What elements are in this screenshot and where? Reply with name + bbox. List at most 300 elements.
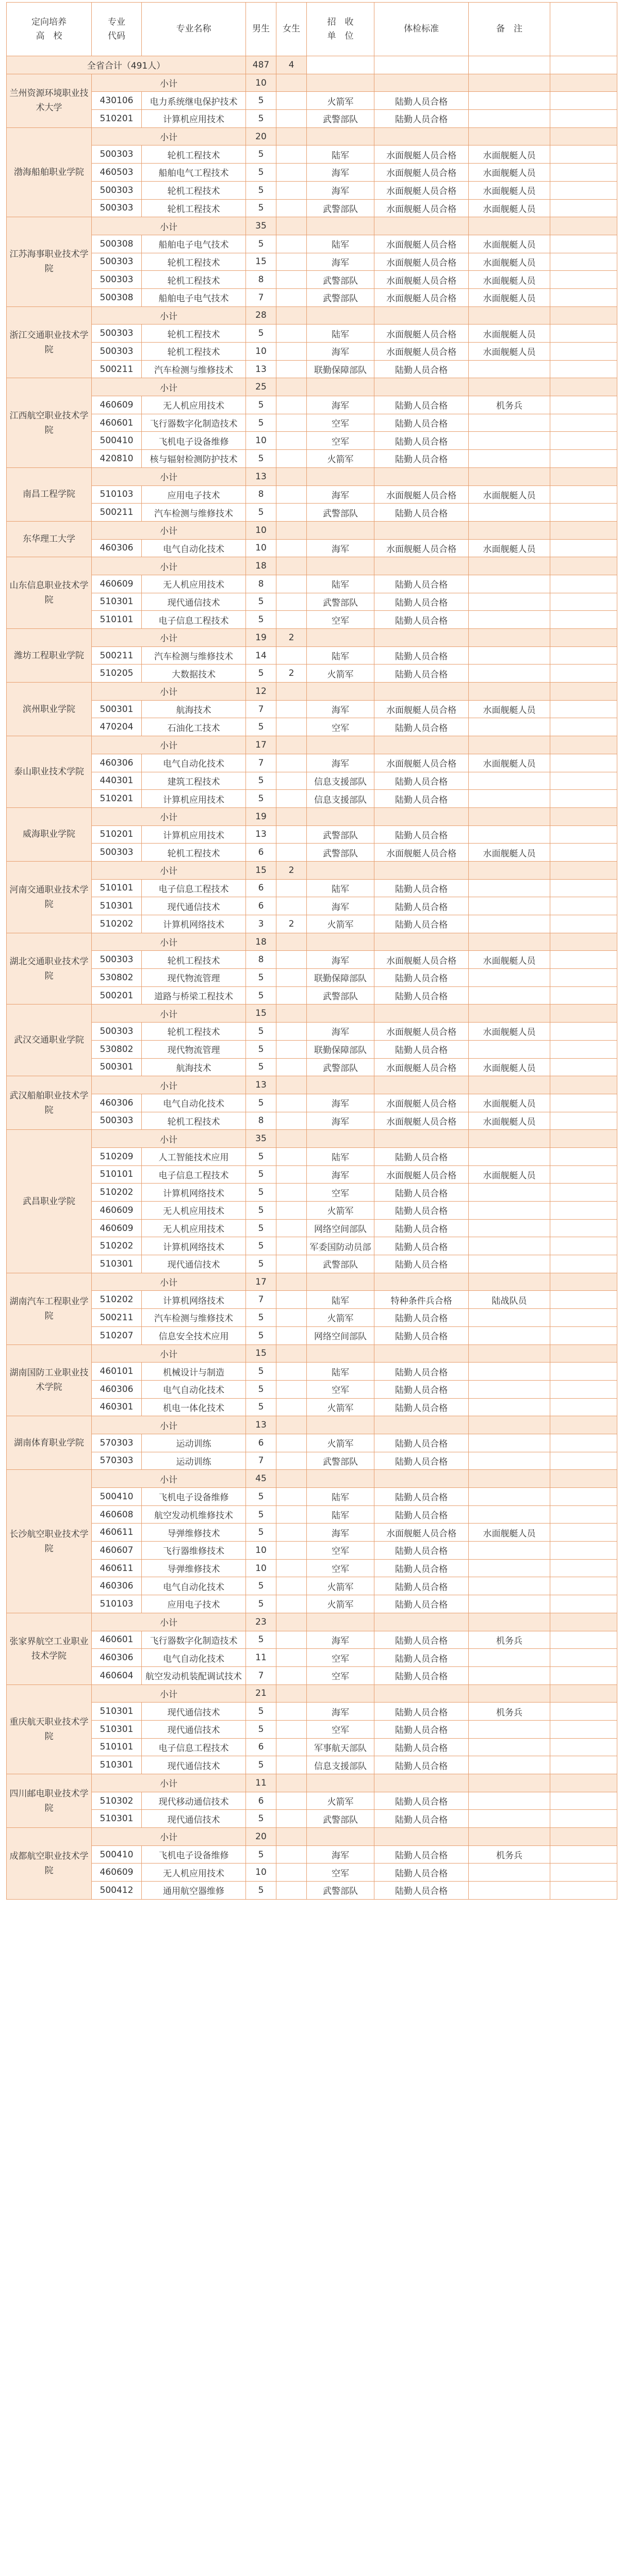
table-row bbox=[7, 1810, 617, 1828]
remark bbox=[469, 432, 550, 450]
female-count bbox=[276, 951, 307, 969]
recruit-unit: 武警部队 bbox=[307, 199, 374, 217]
subtotal-blank bbox=[469, 807, 550, 825]
remark bbox=[469, 1184, 550, 1202]
major-code: 420810 bbox=[92, 450, 142, 468]
female-count bbox=[276, 1291, 307, 1309]
table-row bbox=[7, 504, 617, 522]
physical-standard: 陆勤人员合格 bbox=[374, 1147, 469, 1165]
subtotal-label: 小计 bbox=[92, 557, 246, 575]
female-count bbox=[276, 879, 307, 897]
subtotal-row bbox=[7, 933, 617, 951]
male-count: 14 bbox=[246, 646, 276, 665]
subtotal-blank bbox=[307, 1273, 374, 1291]
major-code: 500303 bbox=[92, 844, 142, 862]
subtotal-blank bbox=[374, 1130, 469, 1148]
table-row bbox=[7, 951, 617, 969]
major-code: 460607 bbox=[92, 1542, 142, 1560]
subtotal-blank bbox=[469, 521, 550, 539]
major-code: 510207 bbox=[92, 1326, 142, 1344]
physical-standard: 陆勤人员合格 bbox=[374, 360, 469, 378]
female-count bbox=[276, 1237, 307, 1255]
recruit-unit: 网络空间部队 bbox=[307, 1326, 374, 1344]
subtotal-blank bbox=[550, 1613, 617, 1631]
female-count bbox=[276, 1864, 307, 1882]
subtotal-label: 小计 bbox=[92, 1774, 246, 1792]
subtotal-blank bbox=[469, 1416, 550, 1434]
male-count: 5 bbox=[246, 1524, 276, 1542]
female-count bbox=[276, 1631, 307, 1649]
enrollment-table bbox=[6, 2, 617, 1900]
male-count: 5 bbox=[246, 1309, 276, 1327]
header-major: 专业名称 bbox=[142, 3, 246, 56]
blank-cell bbox=[550, 1703, 617, 1721]
major-code: 460503 bbox=[92, 164, 142, 182]
blank-cell bbox=[550, 1380, 617, 1398]
subtotal-female bbox=[276, 217, 307, 235]
remark: 机务兵 bbox=[469, 1703, 550, 1721]
remark: 水面舰艇人员 bbox=[469, 325, 550, 343]
major-name: 大数据技术 bbox=[142, 665, 246, 683]
major-name: 现代通信技术 bbox=[142, 897, 246, 915]
female-count bbox=[276, 288, 307, 306]
major-code: 460609 bbox=[92, 1864, 142, 1882]
remark bbox=[469, 969, 550, 987]
major-name: 无人机应用技术 bbox=[142, 1864, 246, 1882]
subtotal-blank bbox=[550, 1470, 617, 1488]
major-code: 510205 bbox=[92, 665, 142, 683]
remark bbox=[469, 1219, 550, 1237]
subtotal-row bbox=[7, 1416, 617, 1434]
physical-standard: 陆勤人员合格 bbox=[374, 1505, 469, 1524]
major-code: 510103 bbox=[92, 1595, 142, 1613]
subtotal-male: 19 bbox=[246, 629, 276, 647]
physical-standard: 陆勤人员合格 bbox=[374, 1631, 469, 1649]
major-name: 机械设计与制造 bbox=[142, 1363, 246, 1381]
recruit-unit: 海军 bbox=[307, 754, 374, 772]
subtotal-label: 小计 bbox=[92, 306, 246, 325]
major-name: 轮机工程技术 bbox=[142, 951, 246, 969]
female-count bbox=[276, 1165, 307, 1184]
subtotal-male: 15 bbox=[246, 1005, 276, 1023]
physical-standard: 陆勤人员合格 bbox=[374, 1255, 469, 1273]
remark bbox=[469, 772, 550, 790]
female-count bbox=[276, 181, 307, 199]
school-name: 张家界航空工业职业技术学院 bbox=[7, 1613, 92, 1684]
major-code: 460608 bbox=[92, 1505, 142, 1524]
recruit-unit: 联勤保障部队 bbox=[307, 360, 374, 378]
subtotal-label: 小计 bbox=[92, 736, 246, 754]
major-code: 470204 bbox=[92, 718, 142, 736]
remark bbox=[469, 1810, 550, 1828]
remark bbox=[469, 718, 550, 736]
physical-standard: 陆勤人员合格 bbox=[374, 897, 469, 915]
subtotal-blank bbox=[307, 629, 374, 647]
physical-standard: 陆勤人员合格 bbox=[374, 1595, 469, 1613]
blank-cell bbox=[550, 754, 617, 772]
remark: 水面舰艇人员 bbox=[469, 253, 550, 271]
subtotal-female bbox=[276, 521, 307, 539]
major-name: 轮机工程技术 bbox=[142, 325, 246, 343]
male-count: 5 bbox=[246, 1058, 276, 1076]
school-name: 南昌工程学院 bbox=[7, 467, 92, 521]
physical-standard: 陆勤人员合格 bbox=[374, 790, 469, 808]
physical-standard: 陆勤人员合格 bbox=[374, 1363, 469, 1381]
remark bbox=[469, 1738, 550, 1756]
female-count bbox=[276, 1147, 307, 1165]
major-code: 510302 bbox=[92, 1792, 142, 1810]
subtotal-blank bbox=[469, 1774, 550, 1792]
blank-cell bbox=[550, 1291, 617, 1309]
table-row bbox=[7, 1058, 617, 1076]
total-female: 4 bbox=[276, 56, 307, 74]
major-name: 计算机应用技术 bbox=[142, 790, 246, 808]
physical-standard: 陆勤人员合格 bbox=[374, 1666, 469, 1684]
remark bbox=[469, 1363, 550, 1381]
blank-cell bbox=[550, 288, 617, 306]
female-count bbox=[276, 164, 307, 182]
blank-cell bbox=[550, 145, 617, 164]
table-row bbox=[7, 1505, 617, 1524]
subtotal-blank bbox=[374, 1005, 469, 1023]
major-code: 500301 bbox=[92, 700, 142, 718]
major-code: 510301 bbox=[92, 593, 142, 611]
subtotal-female bbox=[276, 1828, 307, 1846]
blank-cell bbox=[550, 718, 617, 736]
header-physical: 体检标准 bbox=[374, 3, 469, 56]
male-count: 5 bbox=[246, 1756, 276, 1774]
subtotal-blank bbox=[469, 127, 550, 145]
recruit-unit: 火箭军 bbox=[307, 92, 374, 110]
subtotal-row bbox=[7, 807, 617, 825]
subtotal-blank bbox=[550, 557, 617, 575]
subtotal-blank bbox=[374, 1416, 469, 1434]
subtotal-male: 12 bbox=[246, 683, 276, 701]
recruit-unit: 武警部队 bbox=[307, 1882, 374, 1900]
subtotal-female bbox=[276, 1076, 307, 1094]
remark bbox=[469, 790, 550, 808]
female-count bbox=[276, 1434, 307, 1452]
remark bbox=[469, 1147, 550, 1165]
major-code: 570303 bbox=[92, 1452, 142, 1470]
male-count: 7 bbox=[246, 700, 276, 718]
table-row bbox=[7, 1542, 617, 1560]
subtotal-male: 45 bbox=[246, 1470, 276, 1488]
female-count bbox=[276, 1720, 307, 1738]
physical-standard: 水面舰艇人员合格 bbox=[374, 271, 469, 289]
physical-standard: 水面舰艇人员合格 bbox=[374, 700, 469, 718]
subtotal-label: 小计 bbox=[92, 683, 246, 701]
table-row bbox=[7, 1165, 617, 1184]
physical-standard: 水面舰艇人员合格 bbox=[374, 844, 469, 862]
subtotal-male: 19 bbox=[246, 807, 276, 825]
subtotal-male: 28 bbox=[246, 306, 276, 325]
header-unit: 招 收 单 位 bbox=[307, 3, 374, 56]
table-row bbox=[7, 646, 617, 665]
subtotal-blank bbox=[550, 217, 617, 235]
subtotal-male: 10 bbox=[246, 74, 276, 92]
blank-cell bbox=[550, 271, 617, 289]
subtotal-blank bbox=[374, 1344, 469, 1363]
remark bbox=[469, 1666, 550, 1684]
remark bbox=[469, 1040, 550, 1058]
female-count bbox=[276, 1559, 307, 1577]
total-label: 全省合计（491人） bbox=[7, 56, 246, 74]
table-row bbox=[7, 360, 617, 378]
blank-cell bbox=[550, 504, 617, 522]
subtotal-row bbox=[7, 467, 617, 485]
physical-standard: 陆勤人员合格 bbox=[374, 825, 469, 844]
recruit-unit: 海军 bbox=[307, 700, 374, 718]
recruit-unit: 武警部队 bbox=[307, 986, 374, 1005]
remark: 水面舰艇人员 bbox=[469, 844, 550, 862]
remark bbox=[469, 593, 550, 611]
recruit-unit: 火箭军 bbox=[307, 1309, 374, 1327]
physical-standard: 陆勤人员合格 bbox=[374, 1434, 469, 1452]
remark: 水面舰艇人员 bbox=[469, 235, 550, 253]
subtotal-blank bbox=[307, 1828, 374, 1846]
subtotal-female bbox=[276, 1130, 307, 1148]
subtotal-blank bbox=[550, 306, 617, 325]
table-row bbox=[7, 199, 617, 217]
female-count bbox=[276, 199, 307, 217]
recruit-unit: 空军 bbox=[307, 1864, 374, 1882]
major-name: 计算机网络技术 bbox=[142, 915, 246, 933]
subtotal-blank bbox=[469, 629, 550, 647]
subtotal-blank bbox=[550, 933, 617, 951]
subtotal-male: 35 bbox=[246, 1130, 276, 1148]
remark bbox=[469, 1452, 550, 1470]
subtotal-blank bbox=[374, 1076, 469, 1094]
major-name: 无人机应用技术 bbox=[142, 575, 246, 593]
blank-cell bbox=[550, 92, 617, 110]
female-count bbox=[276, 1023, 307, 1041]
male-count: 5 bbox=[246, 1845, 276, 1864]
major-code: 460301 bbox=[92, 1398, 142, 1416]
subtotal-male: 18 bbox=[246, 933, 276, 951]
recruit-unit: 陆军 bbox=[307, 1488, 374, 1506]
physical-standard: 陆勤人员合格 bbox=[374, 1237, 469, 1255]
major-code: 500303 bbox=[92, 253, 142, 271]
recruit-unit: 陆军 bbox=[307, 1505, 374, 1524]
physical-standard: 陆勤人员合格 bbox=[374, 1649, 469, 1667]
table-row bbox=[7, 1792, 617, 1810]
subtotal-blank bbox=[374, 1273, 469, 1291]
subtotal-blank bbox=[374, 807, 469, 825]
subtotal-label: 小计 bbox=[92, 1613, 246, 1631]
major-name: 轮机工程技术 bbox=[142, 199, 246, 217]
male-count: 5 bbox=[246, 1577, 276, 1595]
subtotal-blank bbox=[307, 1613, 374, 1631]
male-count: 10 bbox=[246, 432, 276, 450]
blank-cell bbox=[550, 1363, 617, 1381]
subtotal-blank bbox=[307, 467, 374, 485]
male-count: 5 bbox=[246, 181, 276, 199]
school-name: 四川邮电职业技术学院 bbox=[7, 1774, 92, 1828]
remark: 水面舰艇人员 bbox=[469, 1094, 550, 1112]
blank-cell bbox=[550, 360, 617, 378]
female-count bbox=[276, 754, 307, 772]
subtotal-label: 小计 bbox=[92, 1005, 246, 1023]
subtotal-blank bbox=[307, 557, 374, 575]
male-count: 5 bbox=[246, 235, 276, 253]
total-male: 487 bbox=[246, 56, 276, 74]
table-row bbox=[7, 271, 617, 289]
table-row bbox=[7, 1559, 617, 1577]
blank-cell bbox=[550, 951, 617, 969]
subtotal-blank bbox=[550, 467, 617, 485]
subtotal-blank bbox=[374, 1613, 469, 1631]
major-name: 电子信息工程技术 bbox=[142, 879, 246, 897]
subtotal-blank bbox=[307, 378, 374, 396]
school-name: 湖南汽车工程职业学院 bbox=[7, 1273, 92, 1344]
major-name: 计算机应用技术 bbox=[142, 110, 246, 128]
recruit-unit: 武警部队 bbox=[307, 1058, 374, 1076]
female-count bbox=[276, 432, 307, 450]
table-row bbox=[7, 432, 617, 450]
subtotal-blank bbox=[469, 861, 550, 879]
school-name: 江苏海事职业技术学院 bbox=[7, 217, 92, 306]
subtotal-row bbox=[7, 861, 617, 879]
subtotal-male: 18 bbox=[246, 557, 276, 575]
blank-cell bbox=[550, 825, 617, 844]
female-count bbox=[276, 1577, 307, 1595]
recruit-unit: 武警部队 bbox=[307, 288, 374, 306]
blank-cell bbox=[550, 1542, 617, 1560]
blank-cell bbox=[550, 1326, 617, 1344]
major-code: 430106 bbox=[92, 92, 142, 110]
female-count bbox=[276, 611, 307, 629]
recruit-unit: 海军 bbox=[307, 181, 374, 199]
table-row bbox=[7, 450, 617, 468]
blank-cell bbox=[550, 1738, 617, 1756]
recruit-unit: 海军 bbox=[307, 485, 374, 504]
subtotal-row bbox=[7, 557, 617, 575]
subtotal-blank bbox=[374, 306, 469, 325]
subtotal-label: 小计 bbox=[92, 807, 246, 825]
subtotal-blank bbox=[374, 1684, 469, 1703]
major-name: 飞行器数字化制造技术 bbox=[142, 1631, 246, 1649]
major-code: 510101 bbox=[92, 611, 142, 629]
recruit-unit: 火箭军 bbox=[307, 1202, 374, 1220]
recruit-unit: 信息支援部队 bbox=[307, 1756, 374, 1774]
male-count: 8 bbox=[246, 575, 276, 593]
major-code: 500308 bbox=[92, 288, 142, 306]
remark bbox=[469, 825, 550, 844]
major-code: 460601 bbox=[92, 414, 142, 432]
male-count: 10 bbox=[246, 1542, 276, 1560]
recruit-unit: 空军 bbox=[307, 1559, 374, 1577]
major-code: 500301 bbox=[92, 1058, 142, 1076]
table-row bbox=[7, 164, 617, 182]
subtotal-blank bbox=[374, 683, 469, 701]
subtotal-blank bbox=[307, 1416, 374, 1434]
physical-standard: 陆勤人员合格 bbox=[374, 450, 469, 468]
subtotal-blank bbox=[550, 683, 617, 701]
physical-standard: 水面舰艇人员合格 bbox=[374, 1094, 469, 1112]
blank-cell bbox=[550, 1631, 617, 1649]
remark bbox=[469, 575, 550, 593]
table-row bbox=[7, 1023, 617, 1041]
major-name: 轮机工程技术 bbox=[142, 253, 246, 271]
school-name: 渤海船舶职业学院 bbox=[7, 127, 92, 217]
female-count bbox=[276, 1112, 307, 1130]
female-count bbox=[276, 1398, 307, 1416]
blank-cell bbox=[550, 450, 617, 468]
major-name: 航海技术 bbox=[142, 1058, 246, 1076]
subtotal-blank bbox=[307, 1684, 374, 1703]
major-code: 500410 bbox=[92, 432, 142, 450]
female-count bbox=[276, 1363, 307, 1381]
major-name: 机电一体化技术 bbox=[142, 1398, 246, 1416]
recruit-unit: 空军 bbox=[307, 414, 374, 432]
female-count bbox=[276, 969, 307, 987]
physical-standard: 陆勤人员合格 bbox=[374, 110, 469, 128]
school-name: 东华理工大学 bbox=[7, 521, 92, 557]
subtotal-female bbox=[276, 1774, 307, 1792]
major-name: 轮机工程技术 bbox=[142, 343, 246, 361]
table-row bbox=[7, 593, 617, 611]
subtotal-label: 小计 bbox=[92, 521, 246, 539]
female-count bbox=[276, 1380, 307, 1398]
subtotal-blank bbox=[550, 1076, 617, 1094]
physical-standard: 水面舰艇人员合格 bbox=[374, 951, 469, 969]
remark: 水面舰艇人员 bbox=[469, 1165, 550, 1184]
remark bbox=[469, 1255, 550, 1273]
major-code: 500303 bbox=[92, 1112, 142, 1130]
male-count: 5 bbox=[246, 1505, 276, 1524]
physical-standard: 陆勤人员合格 bbox=[374, 1202, 469, 1220]
blank-cell bbox=[550, 646, 617, 665]
subtotal-row bbox=[7, 1130, 617, 1148]
subtotal-blank bbox=[307, 736, 374, 754]
male-count: 5 bbox=[246, 1147, 276, 1165]
physical-standard: 陆勤人员合格 bbox=[374, 1184, 469, 1202]
subtotal-row bbox=[7, 1005, 617, 1023]
recruit-unit: 海军 bbox=[307, 1524, 374, 1542]
female-count bbox=[276, 1649, 307, 1667]
subtotal-blank bbox=[307, 217, 374, 235]
recruit-unit: 火箭军 bbox=[307, 1398, 374, 1416]
major-name: 石油化工技术 bbox=[142, 718, 246, 736]
table-row bbox=[7, 1237, 617, 1255]
female-count bbox=[276, 1184, 307, 1202]
remark bbox=[469, 1756, 550, 1774]
subtotal-blank bbox=[469, 306, 550, 325]
subtotal-blank bbox=[374, 557, 469, 575]
major-code: 460609 bbox=[92, 1219, 142, 1237]
subtotal-label: 小计 bbox=[92, 217, 246, 235]
table-row bbox=[7, 1363, 617, 1381]
male-count: 5 bbox=[246, 1488, 276, 1506]
remark bbox=[469, 360, 550, 378]
physical-standard: 陆勤人员合格 bbox=[374, 414, 469, 432]
blank-cell bbox=[550, 164, 617, 182]
remark: 陆战队员 bbox=[469, 1291, 550, 1309]
table-row bbox=[7, 110, 617, 128]
table-row bbox=[7, 986, 617, 1005]
table-row bbox=[7, 1631, 617, 1649]
table-row bbox=[7, 92, 617, 110]
blank-cell bbox=[550, 1112, 617, 1130]
subtotal-blank bbox=[307, 1774, 374, 1792]
subtotal-blank bbox=[307, 861, 374, 879]
subtotal-blank bbox=[550, 807, 617, 825]
major-code: 510301 bbox=[92, 1756, 142, 1774]
physical-standard: 陆勤人员合格 bbox=[374, 1810, 469, 1828]
physical-standard: 陆勤人员合格 bbox=[374, 1703, 469, 1721]
subtotal-blank bbox=[550, 378, 617, 396]
